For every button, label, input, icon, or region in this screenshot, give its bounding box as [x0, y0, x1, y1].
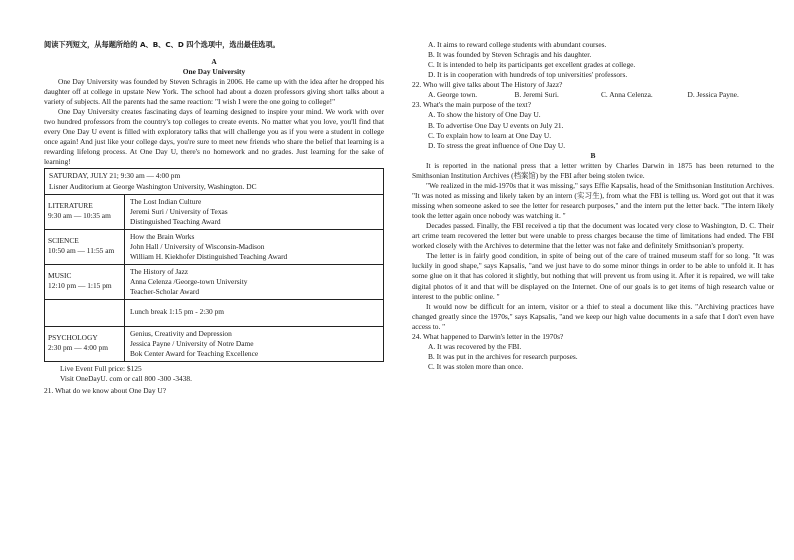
session-line: John Hall / University of Wisconsin-Madison: [130, 241, 265, 251]
passage-a-paragraph: One Day University creates fascinating days of learning designed to inspire your mind. We work with over two hundred professors from the country's top colleges to create events. No matter what you love, you'll find that every One Day U event is filled with exploratory talks that will challenge you as if you were a student in college once again! And just like your college days, you're sure to meet new friends who share the belief that learning is a rewarding lifelong process. At One Day U, there's no homework and no grades. Just learning for the sake of learning!: [44, 107, 384, 167]
q22-option-b[interactable]: B. Jeremi Suri.: [514, 90, 559, 100]
session-line: The History of Jazz: [130, 266, 189, 276]
session-time: 10:50 am — 11:55 am: [48, 245, 115, 255]
session-line: Anna Celenza /George-town University: [130, 277, 248, 287]
question-24-stem: 24. What happened to Darwin's letter in the 1970s?: [412, 331, 564, 341]
passage-b-paragraph: It is reported in the national press that a letter written by Charles Darwin in 1875 has been returned to the Smithsonian Institution Archives (档案馆) by the FBI after being stolen twice.: [412, 160, 774, 180]
passage-a-label: A: [211, 56, 217, 66]
session-time: 9:30 am — 10:35 am: [48, 210, 111, 220]
q23-option-c[interactable]: C. To explain how to learn at One Day U.: [428, 130, 552, 140]
passage-b-paragraph: The letter is in fairly good condition, in spite of being out of the care of trained museum staff for so long. "It was luckily in good shape," says Kapsalis, "and we just have to do some minor things in order to be able to unfold it. It has some glue on it that has colored it slightly, but nothing that will prevent us from using it. After it is repaired, we will take digital photos of it and that will be displayed on the Internet. One of our goals is to get items of high research value or interest to the public online. ": [412, 251, 774, 301]
q21-option-b[interactable]: B. It was founded by Steven Schragis and his daughter.: [428, 50, 592, 60]
session-line: The Lost Indian Culture: [130, 196, 202, 206]
q24-option-b[interactable]: B. It was put in the archives for research purposes.: [428, 351, 578, 361]
session-subject: LITERATURE: [48, 200, 93, 210]
session-subject: MUSIC: [48, 270, 72, 280]
instructions: 阅读下列短文，从每题所给的 A、B、C、D 四个选项中，选出最佳选项。: [44, 40, 280, 49]
passage-a-paragraph: One Day University was founded by Steven Schragis in 2006. He came up with the idea after he dropped his daughter off at college in upstate New York. The school had about a dozen professors giving short talks about a variety of subjects. All the parents had the same reaction: "I wish I were the one going to college!": [44, 76, 384, 107]
passage-b-paragraph: It would now be difficult for an intern, visitor or a thief to steal a document like this. "Archiving practices have changed greatly since the 1970s," says Kapsalis, "and we keep our high value documents in a safe that I don't even have access to. ": [412, 301, 774, 331]
q24-option-a[interactable]: A. It was recovered by the FBI.: [428, 341, 522, 351]
session-line: Jeremi Suri / University of Texas: [130, 206, 228, 216]
session-line: How the Brain Works: [130, 231, 195, 241]
price-line: Live Event Full price: $125: [60, 364, 142, 374]
q23-option-b[interactable]: B. To advertise One Day U events on July 21.: [428, 120, 564, 130]
right-column: [412, 40, 774, 372]
session-line: Genius, Creativity and Depression: [130, 329, 232, 339]
schedule-row: [45, 265, 383, 300]
q21-option-c[interactable]: C. It is intended to help its participants get excellent grades at college.: [428, 60, 636, 70]
schedule-row: [45, 195, 383, 230]
passage-a-title: One Day University: [182, 66, 246, 76]
q24-option-c[interactable]: C. It was stolen more than once.: [428, 362, 524, 371]
session-line: Distinguished Teaching Award: [130, 216, 221, 226]
q21-option-a[interactable]: A. It aims to reward college students with abundant courses.: [428, 40, 607, 49]
schedule-venue: Lisner Auditorium at George Washington University, Washington. DC: [49, 181, 257, 191]
question-21-stem: 21. What do we know about One Day U?: [44, 386, 166, 396]
schedule-row: [45, 230, 383, 265]
schedule-date: SATURDAY, JULY 21; 9:30 am — 4:00 pm: [49, 171, 181, 181]
schedule-row-lunch: [45, 300, 383, 327]
q21-option-d[interactable]: D. It is in cooperation with hundreds of top universities' professors.: [428, 70, 628, 80]
event-schedule-table: [44, 168, 384, 362]
schedule-header-row: [45, 169, 383, 194]
schedule-row: [45, 327, 383, 361]
passage-b-label: B: [590, 150, 596, 160]
q23-option-a[interactable]: A. To show the history of One Day U.: [428, 110, 541, 120]
session-time: 12:10 pm — 1:15 pm: [48, 281, 112, 291]
question-22-stem: 22. Who will give talks about The History of Jazz?: [412, 80, 563, 90]
question-23-stem: 23. What's the main purpose of the text?: [412, 100, 532, 110]
session-subject: PSYCHOLOGY: [48, 333, 98, 343]
session-subject: SCIENCE: [48, 235, 79, 245]
lunch-break: Lunch break 1:15 pm - 2:30 pm: [130, 307, 225, 317]
q23-option-d[interactable]: D. To stress the great influence of One Day U.: [428, 140, 566, 150]
passage-b-paragraph: Decades passed. Finally, the FBI received a tip that the document was located very close to Washington, D. C. Their art crime team recovered the letter but were unable to press charges because the time of limitations had ended. The FBI worked closely with the Archives to determine that the letter was not fake and definitely Smithsonian's property.: [412, 221, 774, 251]
q22-option-a[interactable]: A. George town.: [428, 90, 478, 100]
session-line: Teacher-Scholar Award: [130, 287, 200, 297]
session-line: Jessica Payne / University of Notre Dame: [130, 339, 254, 349]
q22-option-c[interactable]: C. Anna Celenza.: [601, 90, 653, 100]
passage-b-paragraph: "We realized in the mid-1970s that it was missing," says Effie Kapsalis, head of the Smithsonian Institution Archives. "It was noted as missing and likely taken by an intern (实习生), from what the FBI is telling us. Word got out that it was missing when someone asked to see the letter for research purposes," and the intern put the letter back. "The intern likely took the letter again once nobody was watching it. ": [412, 180, 774, 221]
contact-line: Visit OneDayU. com or call 800 -300 -3438.: [60, 374, 192, 384]
left-column: [44, 40, 384, 397]
session-line: William H. Kiekhofer Distinguished Teaching Award: [130, 251, 288, 261]
q22-option-d[interactable]: D. Jessica Payne.: [687, 90, 739, 100]
session-line: Bok Center Award for Teaching Excellence: [130, 349, 259, 359]
session-time: 2:30 pm — 4:00 pm: [48, 343, 108, 353]
q22-options: [412, 90, 774, 100]
